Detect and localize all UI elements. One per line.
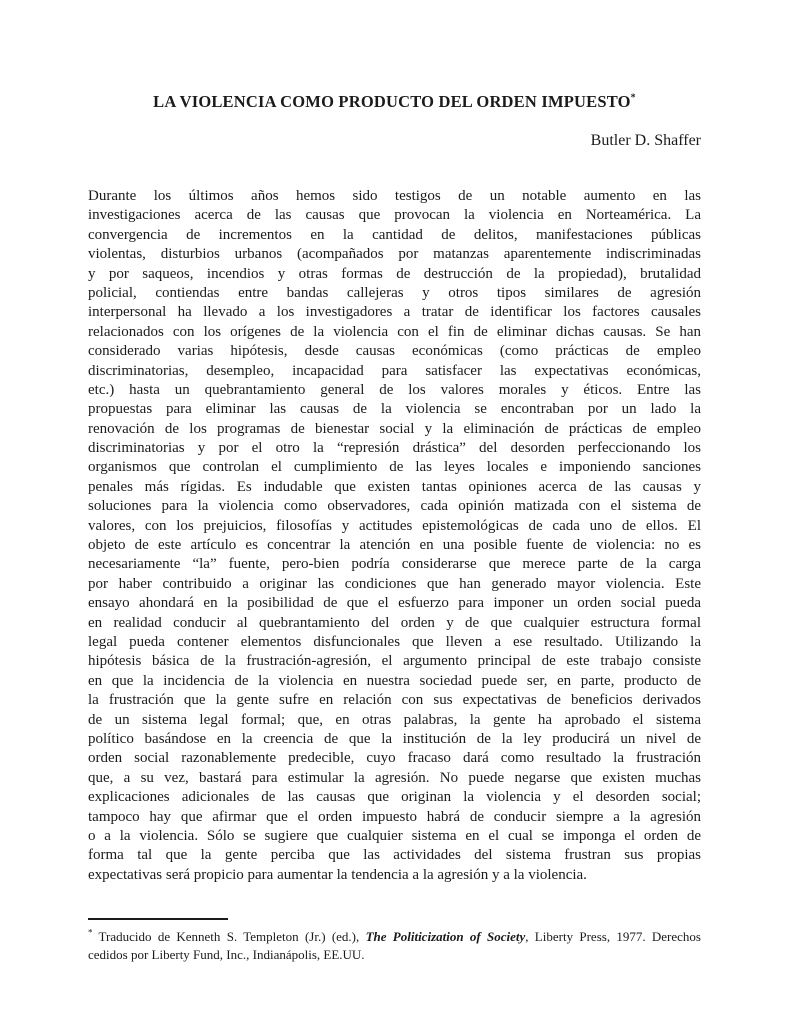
footnote-segment: , Liberty Press, 1977. Derechos — [525, 929, 701, 944]
body-paragraph — [88, 187, 701, 885]
body-line: expectativas será propicio para aumentar la tendencia a la agresión y a la violencia. — [88, 866, 587, 883]
body-line: tampoco hay que afirmar que el orden impuesto habrá de conducir siempre a la agresión — [88, 808, 701, 825]
body-line: discriminatorias, desempleo, incapacidad para satisfacer las expectativas económicas, — [88, 362, 701, 379]
body-line: investigaciones acerca de las causas que provocan la violencia en Norteamérica. La — [88, 207, 701, 224]
body-line: violentas, disturbios urbanos (acompañados por matanzas aparentemente indiscriminadas — [88, 246, 701, 263]
body-line: convergencia de incrementos en la cantidad de delitos, manifestaciones públicas — [88, 226, 701, 243]
body-line: soluciones para la violencia como observadores, cada opinión matizada con el sistema de — [88, 498, 701, 515]
body-line: en realidad conducir al quebrantamiento del orden y de que cualquier estructura formal — [88, 614, 701, 631]
body-line: por haber contribuido a originar las condiciones que han generado mayor violencia. Este — [88, 575, 701, 592]
body-line: en que la incidencia de la violencia en nuestra sociedad puede ser, en parte, producto de — [88, 672, 701, 689]
footnote-marker: * — [88, 927, 93, 938]
footnote-line-2: cedidos por Liberty Fund, Inc., Indianápolis, EE.UU. — [88, 946, 365, 962]
body-line: ensayo ahondará en la posibilidad de que el esfuerzo para imponer un orden social pueda — [88, 595, 701, 612]
body-line: político basándose en la creencia de que la institución de la ley producirá un nivel de — [88, 730, 701, 747]
body-line: propuestas para eliminar las causas de la violencia se encontraban por un lado la — [88, 401, 701, 418]
body-line: renovación de los programas de bienestar social y la eliminación de prácticas de empleo — [88, 420, 701, 437]
body-line: orden social razonablemente predecible, cuyo fracaso dará como resultado la frustración — [88, 750, 701, 767]
body-line: policial, contiendas entre bandas callejeras y otros tipos similares de agresión — [88, 284, 701, 301]
body-line: considerado varias hipótesis, desde causas económicas (como prácticas de empleo — [88, 343, 701, 360]
body-line: o a la violencia. Sólo se sugiere que cualquier sistema en el cual se imponga el orden de — [88, 827, 701, 844]
body-line: y por saqueos, incendios y otras formas de destrucción de la propiedad), brutalidad — [88, 265, 701, 282]
page-title — [88, 92, 701, 112]
body-line: relacionados con los orígenes de la violencia con el fin de eliminar dichas causas. Se han — [88, 323, 701, 340]
body-line: legal pueda contener elementos disfuncionales que lleven a ese resultado. Utilizando la — [88, 633, 701, 650]
body-line: que, a su vez, bastará para estimular la agresión. No puede negarse que existen muchas — [88, 769, 701, 786]
footnote-text — [93, 929, 702, 944]
body-line: necesariamente “la” fuente, pero-bien podría considerarse que merece parte de la carga — [88, 556, 701, 573]
body-line: hipótesis básica de la frustración-agresión, el argumento principal de este trabajo consiste — [88, 653, 701, 670]
body-line: interpersonal ha llevado a los investigadores a tratar de identificar los factores causales — [88, 304, 701, 321]
body-line: la frustración que la gente sufre en relación con sus expectativas de beneficios derivados — [88, 692, 701, 709]
footnote-segment: Traducido de Kenneth S. Templeton (Jr.) (ed.), — [92, 929, 366, 944]
body-line: explicaciones adicionales de las causas que originan la violencia y el desorden social; — [88, 789, 701, 806]
title-footnote-marker: * — [630, 92, 636, 104]
footnote — [88, 928, 701, 963]
body-line: objeto de este artículo es concentrar la atención en una posible fuente de violencia: no es — [88, 537, 701, 554]
page-title-text: LA VIOLENCIA COMO PRODUCTO DEL ORDEN IMPUESTO — [153, 92, 631, 111]
body-line: Durante los últimos años hemos sido testigos de un notable aumento en las — [88, 188, 701, 204]
body-line: valores, con los prejuicios, filosofías y actitudes epistemológicas de cada uno de ellos. El — [88, 517, 701, 534]
body-line: forma tal que la gente perciba que las actividades del sistema frustran sus propias — [88, 847, 701, 864]
body-line: penales más rígidas. Es indudable que existen tantas opiniones acerca de las causas y — [88, 478, 701, 495]
author-byline: Butler D. Shaffer — [590, 132, 701, 149]
footnote-line-1 — [88, 928, 701, 946]
footnote-separator — [88, 918, 228, 920]
body-line: organismos que controlan el cumplimiento de las leyes locales e imponiendo sanciones — [88, 459, 701, 476]
body-line: discriminatorias y por el otro la “represión drástica” del desorden perfeccionando los — [88, 440, 701, 457]
footnote-book-title: The Politicization of Society — [365, 929, 526, 944]
body-line: etc.) hasta un quebrantamiento general de los valores morales y éticos. Entre las — [88, 381, 701, 398]
body-line: de un sistema legal formal; que, en otras palabras, la gente ha aprobado el sistema — [88, 711, 701, 728]
